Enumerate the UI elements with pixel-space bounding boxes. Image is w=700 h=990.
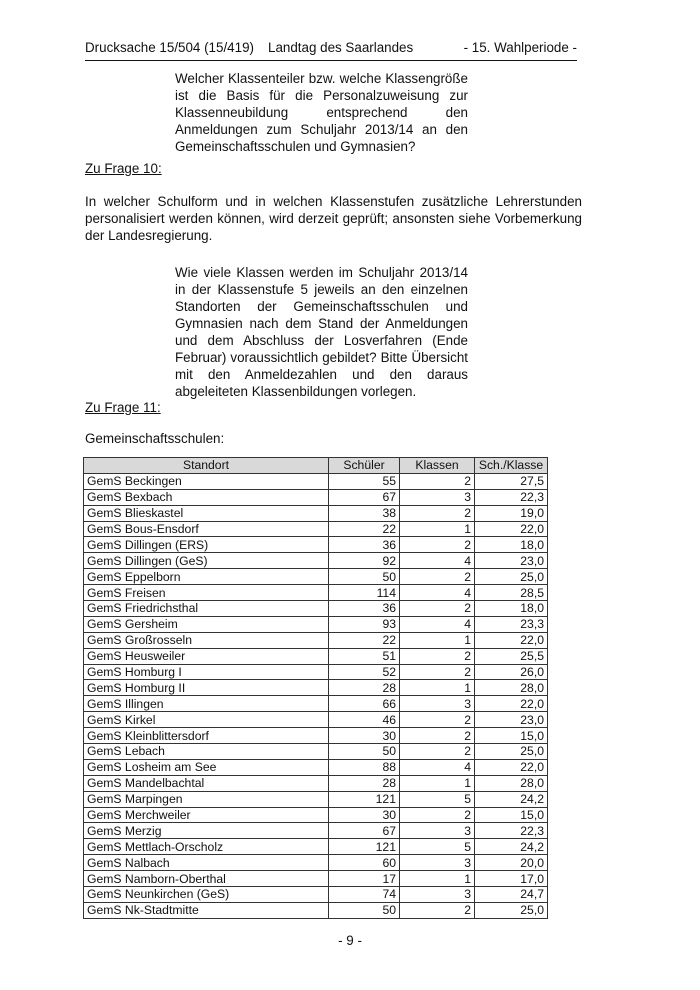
answer-10-text: In welcher Schulform und in welchen Klassenstufen zusätzliche Lehrerstunden personalisiert werden können, wird derzeit geprüft; ansonsten siehe Vorbemerkung der Landesregierung. [85,194,582,243]
cell-klassen: 2 [400,537,475,553]
cell-schueler: 67 [329,489,400,505]
cell-schueler: 30 [329,807,400,823]
cell-schueler: 55 [329,473,400,489]
cell-klassen: 3 [400,823,475,839]
cell-klassen: 2 [400,807,475,823]
table-row [84,887,548,903]
cell-schueler: 50 [329,902,400,918]
cell-klassen: 5 [400,839,475,855]
table-row [84,855,548,871]
table-row [84,680,548,696]
cell-schueler-pro-klasse: 27,5 [475,473,548,489]
cell-schueler-pro-klasse: 22,3 [475,489,548,505]
table-row [84,585,548,601]
cell-schueler: 50 [329,744,400,760]
class-formation-table [83,457,548,919]
cell-klassen: 2 [400,505,475,521]
cell-schueler-pro-klasse: 25,0 [475,744,548,760]
table-row [84,759,548,775]
column-header-schueler-pro-klasse: Sch./Klasse [475,458,548,474]
cell-klassen: 2 [400,664,475,680]
page-header [85,40,577,61]
cell-standort: GemS Gersheim [84,616,329,632]
cell-schueler: 74 [329,887,400,903]
cell-standort: GemS Friedrichsthal [84,601,329,617]
table-row [84,664,548,680]
cell-schueler-pro-klasse: 25,5 [475,648,548,664]
table-row [84,744,548,760]
cell-schueler-pro-klasse: 18,0 [475,601,548,617]
cell-standort: GemS Losheim am See [84,759,329,775]
cell-schueler: 93 [329,616,400,632]
cell-schueler: 92 [329,553,400,569]
cell-schueler: 88 [329,759,400,775]
cell-standort: GemS Dillingen (GeS) [84,553,329,569]
table-row [84,569,548,585]
table-row [84,505,548,521]
table-row [84,823,548,839]
cell-schueler: 51 [329,648,400,664]
parliament-name: Landtag des Saarlandes [268,40,414,55]
cell-klassen: 1 [400,775,475,791]
cell-klassen: 2 [400,601,475,617]
cell-schueler-pro-klasse: 23,0 [475,553,548,569]
table-row [84,902,548,918]
table-row [84,473,548,489]
column-header-klassen: Klassen [400,458,475,474]
cell-standort: GemS Homburg I [84,664,329,680]
cell-klassen: 3 [400,696,475,712]
cell-schueler: 36 [329,601,400,617]
cell-standort: GemS Marpingen [84,791,329,807]
cell-standort: GemS Illingen [84,696,329,712]
cell-standort: GemS Eppelborn [84,569,329,585]
cell-klassen: 3 [400,887,475,903]
cell-schueler: 38 [329,505,400,521]
cell-klassen: 2 [400,569,475,585]
cell-standort: GemS Blieskastel [84,505,329,521]
cell-standort: GemS Bexbach [84,489,329,505]
cell-schueler-pro-klasse: 20,0 [475,855,548,871]
answer-11-heading: Zu Frage 11: [85,400,161,415]
cell-standort: GemS Bous-Ensdorf [84,521,329,537]
cell-standort: GemS Nk-Stadtmitte [84,902,329,918]
cell-standort: GemS Beckingen [84,473,329,489]
cell-schueler: 121 [329,839,400,855]
cell-standort: GemS Kleinblittersdorf [84,728,329,744]
cell-schueler-pro-klasse: 26,0 [475,664,548,680]
cell-standort: GemS Kirkel [84,712,329,728]
cell-schueler: 66 [329,696,400,712]
cell-klassen: 1 [400,871,475,887]
cell-schueler: 121 [329,791,400,807]
cell-schueler: 46 [329,712,400,728]
cell-standort: GemS Mandelbachtal [84,775,329,791]
cell-schueler: 17 [329,871,400,887]
column-header-schueler: Schüler [329,458,400,474]
table-row [84,807,548,823]
cell-standort: GemS Merchweiler [84,807,329,823]
cell-schueler-pro-klasse: 22,3 [475,823,548,839]
cell-schueler-pro-klasse: 25,0 [475,569,548,585]
cell-standort: GemS Namborn-Oberthal [84,871,329,887]
cell-schueler-pro-klasse: 24,2 [475,791,548,807]
cell-schueler-pro-klasse: 24,2 [475,839,548,855]
cell-schueler: 50 [329,569,400,585]
cell-klassen: 4 [400,585,475,601]
legislative-period: - 15. Wahlperiode - [463,40,577,55]
table-row [84,632,548,648]
cell-standort: GemS Lebach [84,744,329,760]
cell-schueler: 30 [329,728,400,744]
cell-schueler: 28 [329,775,400,791]
table-row [84,712,548,728]
document-number: Drucksache 15/504 (15/419) [85,40,254,55]
question-11-text: Wie viele Klassen werden im Schuljahr 2013/14 in der Klassenstufe 5 jeweils an den einzelnen Standorten der Gemeinschaftsschulen und Gymnasien nach dem Stand der Anmeldungen und dem Abschluss der Losverfahren (Ende Februar) voraussichtlich gebildet? Bitte Übersicht mit den Anmeldezahlen und den daraus abgeleiteten Klassenbildungen vorlegen. [175,265,468,399]
table-row [84,537,548,553]
cell-standort: GemS Nalbach [84,855,329,871]
cell-schueler-pro-klasse: 22,0 [475,759,548,775]
cell-schueler-pro-klasse: 22,0 [475,696,548,712]
cell-klassen: 4 [400,553,475,569]
cell-standort: GemS Merzig [84,823,329,839]
cell-klassen: 2 [400,712,475,728]
answer-10-heading: Zu Frage 10: [85,161,162,176]
cell-klassen: 4 [400,616,475,632]
cell-schueler-pro-klasse: 28,0 [475,680,548,696]
table-row [84,521,548,537]
cell-schueler-pro-klasse: 15,0 [475,728,548,744]
cell-schueler: 114 [329,585,400,601]
cell-klassen: 1 [400,632,475,648]
cell-schueler-pro-klasse: 25,0 [475,902,548,918]
cell-klassen: 1 [400,680,475,696]
table-row [84,648,548,664]
table-row [84,616,548,632]
table-row [84,791,548,807]
table-row [84,871,548,887]
cell-schueler-pro-klasse: 23,0 [475,712,548,728]
cell-standort: GemS Heusweiler [84,648,329,664]
cell-schueler-pro-klasse: 28,0 [475,775,548,791]
cell-schueler-pro-klasse: 18,0 [475,537,548,553]
cell-klassen: 1 [400,521,475,537]
cell-schueler-pro-klasse: 24,7 [475,887,548,903]
cell-schueler: 52 [329,664,400,680]
cell-schueler: 28 [329,680,400,696]
cell-klassen: 5 [400,791,475,807]
table-row [84,489,548,505]
cell-schueler: 22 [329,521,400,537]
gemeinschaftsschulen-label: Gemeinschaftsschulen: [85,431,225,446]
table-row [84,775,548,791]
cell-schueler: 22 [329,632,400,648]
table-row [84,696,548,712]
cell-schueler-pro-klasse: 17,0 [475,871,548,887]
cell-klassen: 2 [400,744,475,760]
cell-klassen: 2 [400,902,475,918]
table-row [84,601,548,617]
cell-schueler-pro-klasse: 22,0 [475,632,548,648]
cell-standort: GemS Homburg II [84,680,329,696]
cell-standort: GemS Großrosseln [84,632,329,648]
cell-klassen: 2 [400,728,475,744]
cell-schueler-pro-klasse: 19,0 [475,505,548,521]
cell-schueler: 36 [329,537,400,553]
cell-schueler-pro-klasse: 23,3 [475,616,548,632]
cell-standort: GemS Neunkirchen (GeS) [84,887,329,903]
table-row [84,728,548,744]
table-row [84,839,548,855]
cell-standort: GemS Freisen [84,585,329,601]
cell-standort: GemS Dillingen (ERS) [84,537,329,553]
cell-klassen: 4 [400,759,475,775]
cell-klassen: 2 [400,473,475,489]
question-9-text: Welcher Klassenteiler bzw. welche Klassengröße ist die Basis für die Personalzuweisung zur Klassenneubildung entsprechend den Anmeldungen zum Schuljahr 2013/14 an den Gemeinschaftsschulen und Gymnasien? [175,71,468,154]
cell-klassen: 2 [400,648,475,664]
table-body [84,473,548,918]
table-header-row [84,458,548,474]
column-header-standort: Standort [84,458,329,474]
cell-klassen: 3 [400,489,475,505]
cell-schueler-pro-klasse: 15,0 [475,807,548,823]
cell-klassen: 3 [400,855,475,871]
cell-schueler-pro-klasse: 28,5 [475,585,548,601]
table-row [84,553,548,569]
cell-schueler: 67 [329,823,400,839]
cell-schueler: 60 [329,855,400,871]
cell-schueler-pro-klasse: 22,0 [475,521,548,537]
cell-standort: GemS Mettlach-Orscholz [84,839,329,855]
page-number: - 9 - [338,933,362,948]
